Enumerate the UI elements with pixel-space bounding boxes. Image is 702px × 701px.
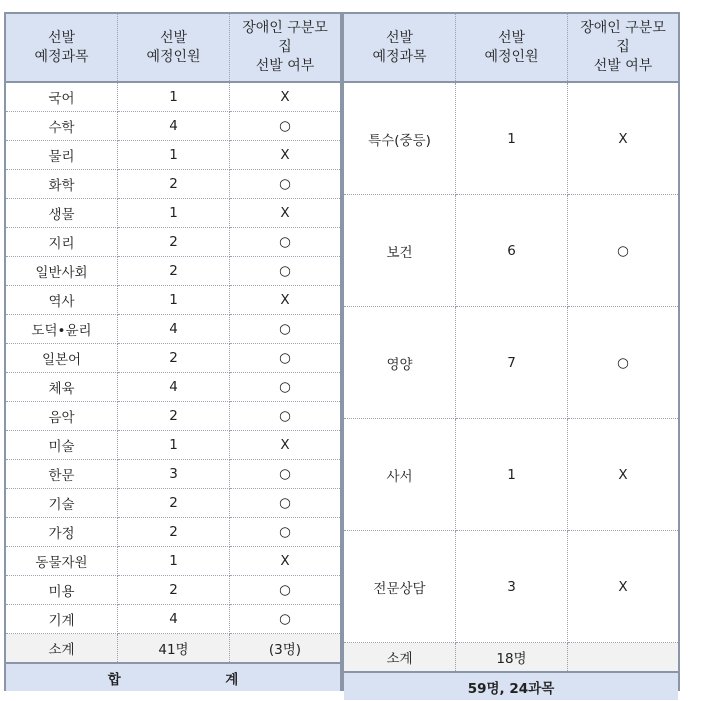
disabled-cell: ○ <box>568 307 679 419</box>
table-row <box>6 112 340 141</box>
disabled-cell: ○ <box>230 402 341 431</box>
count-cell: 4 <box>118 373 230 402</box>
subtotal-disabled: (3명) <box>230 634 341 664</box>
header-disabled-selection: 장애인 구분모 집 선발 여부 <box>230 14 341 82</box>
subject-cell: 가정 <box>6 518 118 547</box>
disabled-cell: ○ <box>230 228 341 257</box>
table-row <box>6 228 340 257</box>
table-row <box>344 195 678 307</box>
subject-cell: 도덕•윤리 <box>6 315 118 344</box>
count-cell: 3 <box>118 460 230 489</box>
count-cell: 1 <box>118 547 230 576</box>
total-row-right <box>344 672 678 700</box>
table-row <box>344 419 678 531</box>
subject-cell: 보건 <box>344 195 456 307</box>
disabled-cell: ○ <box>230 373 341 402</box>
count-cell: 1 <box>456 419 568 531</box>
count-cell: 3 <box>456 531 568 643</box>
subject-cell: 수학 <box>6 112 118 141</box>
disabled-cell: ○ <box>230 460 341 489</box>
count-cell: 2 <box>118 228 230 257</box>
count-cell: 6 <box>456 195 568 307</box>
table-row <box>6 257 340 286</box>
right-header-row <box>344 14 678 82</box>
disabled-cell: X <box>568 419 679 531</box>
header-count: 선발 예정인원 <box>118 14 230 82</box>
table-row <box>6 141 340 170</box>
count-cell: 4 <box>118 315 230 344</box>
subtotal-count: 18명 <box>456 643 568 673</box>
count-cell: 1 <box>118 82 230 112</box>
disabled-cell: ○ <box>230 576 341 605</box>
subject-cell: 미용 <box>6 576 118 605</box>
disabled-cell: X <box>230 82 341 112</box>
subtotal-disabled <box>568 643 679 673</box>
subject-cell: 화학 <box>6 170 118 199</box>
subject-cell: 일본어 <box>6 344 118 373</box>
disabled-cell: X <box>568 82 679 195</box>
disabled-cell: ○ <box>230 257 341 286</box>
count-cell: 2 <box>118 402 230 431</box>
header-disabled-selection: 장애인 구분모 집 선발 여부 <box>568 14 679 82</box>
subject-cell: 일반사회 <box>6 257 118 286</box>
subject-cell: 지리 <box>6 228 118 257</box>
subject-cell: 기술 <box>6 489 118 518</box>
subtotal-label: 소계 <box>344 643 456 673</box>
count-cell: 2 <box>118 518 230 547</box>
subject-cell: 음악 <box>6 402 118 431</box>
disabled-cell: X <box>230 547 341 576</box>
disabled-cell: ○ <box>230 170 341 199</box>
subject-cell: 한문 <box>6 460 118 489</box>
table-row <box>6 547 340 576</box>
count-cell: 1 <box>118 431 230 460</box>
disabled-cell: X <box>568 531 679 643</box>
count-cell: 1 <box>456 82 568 195</box>
count-cell: 4 <box>118 112 230 141</box>
table-row <box>6 315 340 344</box>
subtotal-count: 41명 <box>118 634 230 664</box>
table-row <box>6 286 340 315</box>
disabled-cell: X <box>230 286 341 315</box>
count-cell: 4 <box>118 605 230 634</box>
subject-cell: 전문상담 <box>344 531 456 643</box>
subject-cell: 특수(중등) <box>344 82 456 195</box>
total-value: 59명, 24과목 <box>344 672 678 700</box>
total-row-left <box>6 663 340 691</box>
table-row <box>6 373 340 402</box>
count-cell: 1 <box>118 199 230 228</box>
table-row <box>6 460 340 489</box>
table-row <box>344 82 678 195</box>
subject-cell: 미술 <box>6 431 118 460</box>
disabled-cell: ○ <box>230 489 341 518</box>
count-cell: 1 <box>118 286 230 315</box>
header-count: 선발 예정인원 <box>456 14 568 82</box>
subject-cell: 기계 <box>6 605 118 634</box>
left-selection-table <box>6 14 340 691</box>
subject-cell: 생물 <box>6 199 118 228</box>
total-label-part1: 합 <box>107 671 121 688</box>
subject-cell: 동물자원 <box>6 547 118 576</box>
header-subject: 선발 예정과목 <box>6 14 118 82</box>
table-row <box>6 402 340 431</box>
total-label <box>6 663 340 691</box>
subject-cell: 물리 <box>6 141 118 170</box>
disabled-cell: ○ <box>230 605 341 634</box>
count-cell: 2 <box>118 170 230 199</box>
table-row <box>6 170 340 199</box>
right-table-panel <box>342 12 680 697</box>
disabled-cell: ○ <box>230 315 341 344</box>
right-subtotal-row <box>344 643 678 673</box>
left-table-panel <box>4 12 342 691</box>
disabled-cell: X <box>230 431 341 460</box>
table-row <box>6 576 340 605</box>
subject-cell: 영양 <box>344 307 456 419</box>
count-cell: 7 <box>456 307 568 419</box>
table-row <box>6 82 340 112</box>
subject-cell: 역사 <box>6 286 118 315</box>
subject-cell: 체육 <box>6 373 118 402</box>
count-cell: 2 <box>118 576 230 605</box>
table-row <box>344 307 678 419</box>
subject-cell: 사서 <box>344 419 456 531</box>
subject-cell: 국어 <box>6 82 118 112</box>
table-row <box>6 489 340 518</box>
header-subject: 선발 예정과목 <box>344 14 456 82</box>
count-cell: 2 <box>118 489 230 518</box>
disabled-cell: X <box>230 199 341 228</box>
table-row <box>344 531 678 643</box>
count-cell: 2 <box>118 257 230 286</box>
disabled-cell: ○ <box>230 518 341 547</box>
table-row <box>6 605 340 634</box>
count-cell: 1 <box>118 141 230 170</box>
table-row <box>6 199 340 228</box>
table-row <box>6 344 340 373</box>
disabled-cell: X <box>230 141 341 170</box>
table-row <box>6 518 340 547</box>
disabled-cell: ○ <box>230 112 341 141</box>
total-label-part2: 계 <box>225 671 239 688</box>
left-header-row <box>6 14 340 82</box>
table-row <box>6 431 340 460</box>
left-subtotal-row <box>6 634 340 664</box>
right-selection-table <box>344 14 678 700</box>
disabled-cell: ○ <box>230 344 341 373</box>
count-cell: 2 <box>118 344 230 373</box>
disabled-cell: ○ <box>568 195 679 307</box>
subtotal-label: 소계 <box>6 634 118 664</box>
